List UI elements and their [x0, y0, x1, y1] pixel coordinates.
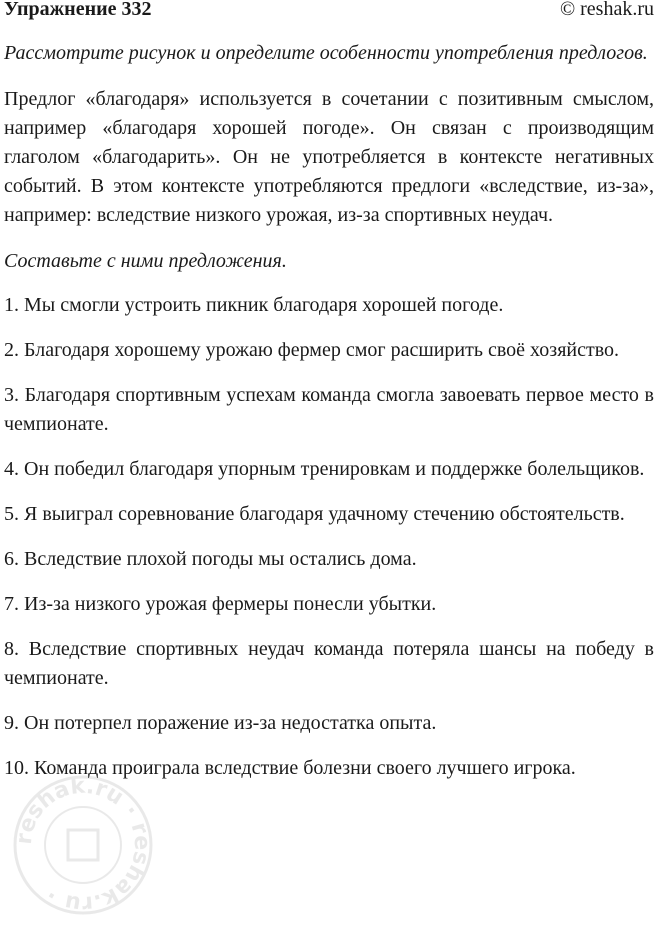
task-instruction: Рассмотрите рисунок и определите особенности употребления предлогов.: [4, 42, 648, 64]
document-page: [4, 0, 654, 783]
explanation-paragraph: Предлог «благодаря» используется в сочетании с позитивным смыслом, например «благодаря хорошей погоде». Он связан с производящим глаголом «благодарить». Он не употребляется в контексте негативных событий. В этом контексте употребляются предлоги «вследствие, из-за», например: вследствие низкого урожая, из-за спортивных неудач.: [4, 88, 654, 226]
watermark-seal-icon: [8, 770, 158, 920]
sentence-item: 7. Из-за низкого урожая фермеры понесли убытки.: [4, 593, 437, 615]
sentence-item: 6. Вследствие плохой погоды мы остались дома.: [4, 548, 417, 570]
sentence-item: 2. Благодаря хорошему урожаю фермер смог расширить своё хозяйство.: [4, 339, 620, 361]
header: [4, 0, 654, 24]
task-instruction-2: Составьте с ними предложения.: [4, 250, 287, 272]
sentence-item: 1. Мы смогли устроить пикник благодаря хорошей погоде.: [4, 294, 504, 316]
sentence-item: 3. Благодаря спортивным успехам команда смогла завоевать первое место в чемпионате.: [4, 384, 654, 435]
site-credit: © reshak.ru: [559, 0, 654, 20]
svg-text:reshak.ru · reshak.ru ·: reshak.ru · reshak.ru ·: [11, 773, 155, 917]
sentence-item: 4. Он победил благодаря упорным тренировкам и поддержке болельщиков.: [4, 458, 645, 480]
sentence-item: 5. Я выиграл соревнование благодаря удачному стечению обстоятельств.: [4, 503, 625, 525]
sentence-item: 10. Команда проиграла вследствие болезни своего лучшего игрока.: [4, 757, 576, 779]
exercise-title: Упражнение 332: [4, 0, 152, 20]
sentence-item: 8. Вследствие спортивных неудач команда потеряла шансы на победу в чемпионате.: [4, 638, 654, 689]
sentence-item: 9. Он потерпел поражение из-за недостатка опыта.: [4, 712, 437, 734]
sentence-list: [4, 291, 654, 783]
